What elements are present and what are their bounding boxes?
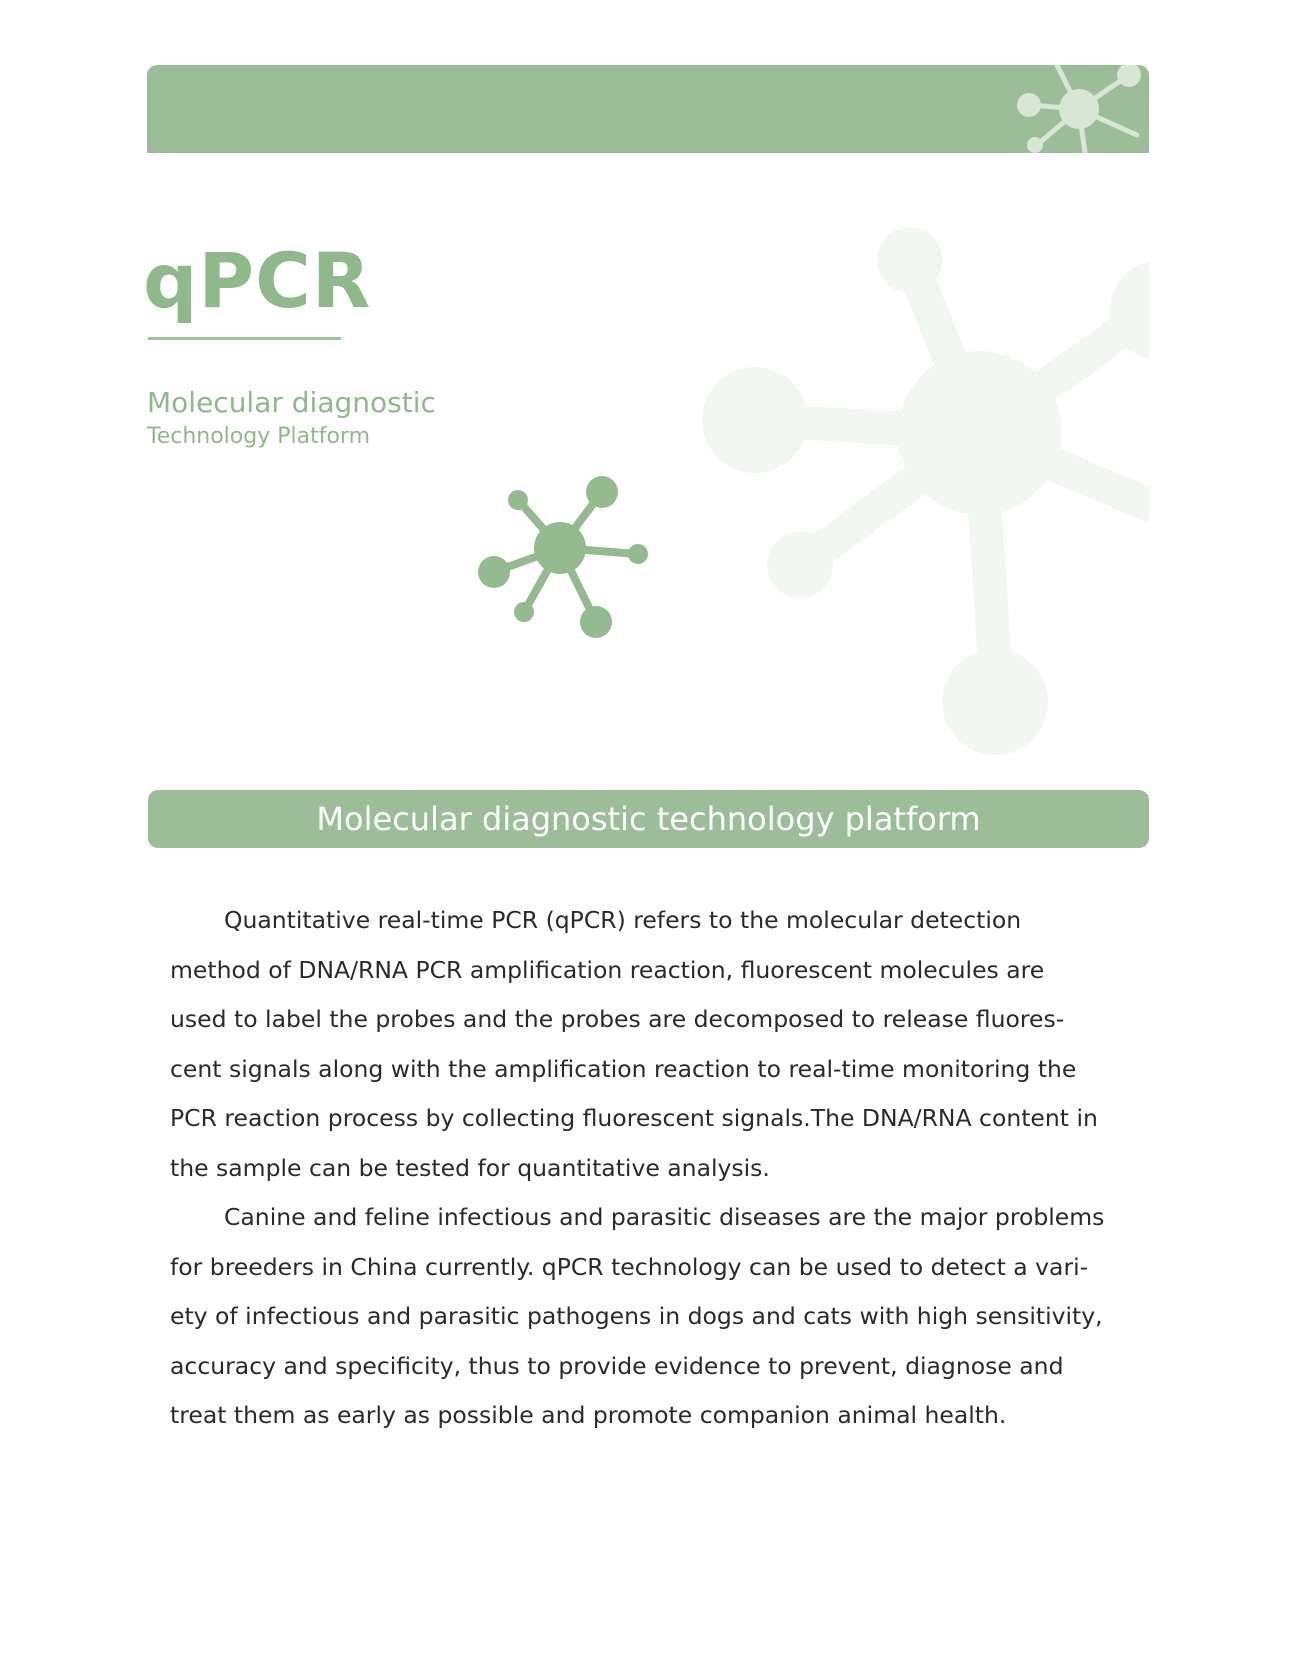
top-banner [147,65,1149,153]
molecule-background-icon [700,225,1149,765]
paragraph-line: accuracy and specificity, thus to provide evidence to prevent, diagnose and [170,1351,1064,1380]
paragraph-line: Quantitative real-time PCR (qPCR) refers to the molecular detection [224,906,1022,934]
subtitle-line-2: Technology Platform [147,424,371,449]
page-title: qPCR [143,236,372,325]
paragraph-line: for breeders in China currently. qPCR technology can be used to detect a vari- [170,1252,1089,1281]
molecule-icon [476,470,656,645]
paragraph-1 [170,896,1132,1193]
subtitle-line-1: Molecular diagnostic [147,386,436,419]
paragraph-line: cent signals along with the amplification reaction to real-time monitoring the [170,1054,1077,1083]
title-underline [148,337,341,340]
paragraph-line: the sample can be tested for quantitative analysis. [170,1153,770,1182]
paragraph-line: PCR reaction process by collecting fluorescent signals.The DNA/RNA content in [170,1104,1098,1132]
molecule-banner-icon [1009,65,1149,153]
paragraph-line: method of DNA/RNA PCR amplification reaction, fluorescent molecules are [170,955,1045,984]
paragraph-line: Canine and feline infectious and parasitic diseases are the major problems [224,1203,1105,1231]
paragraph-2 [170,1193,1132,1441]
section-title: Molecular diagnostic technology platform [316,800,981,838]
paragraph-line: ety of infectious and parasitic pathogens in dogs and cats with high sensitivity, [170,1302,1103,1330]
section-header-bar [148,790,1149,848]
body-text [170,896,1132,1441]
paragraph-line: treat them as early as possible and promote companion animal health. [170,1401,1007,1429]
paragraph-line: used to label the probes and the probes are decomposed to release fluores- [170,1005,1065,1033]
